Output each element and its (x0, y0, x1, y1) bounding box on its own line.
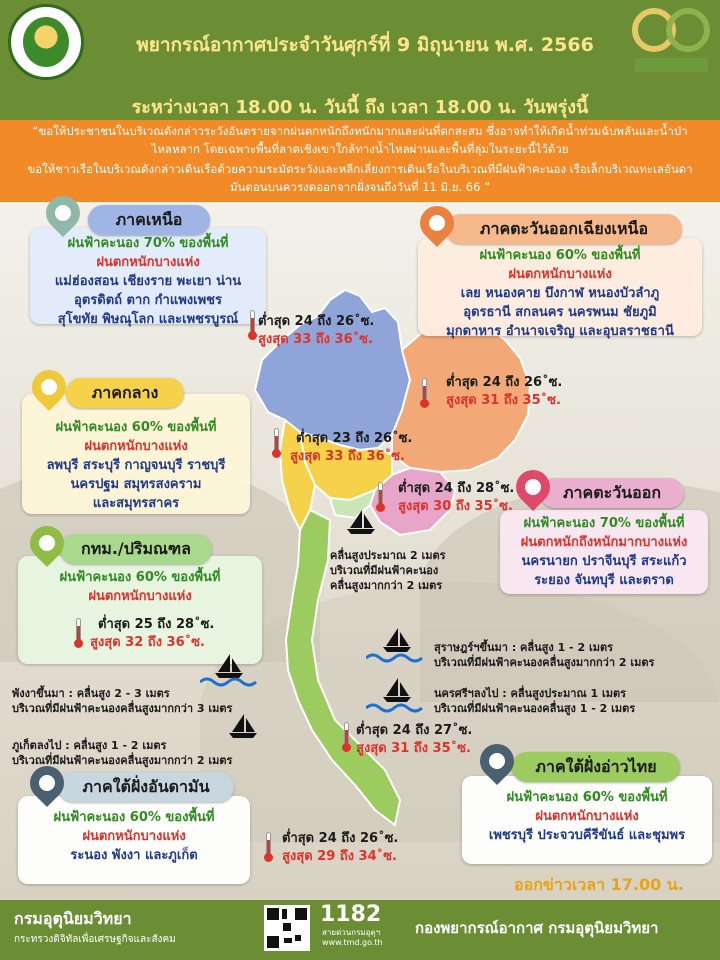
thermometer-icon (342, 722, 350, 752)
province-list: ระยอง จันทบุรี และตราด (534, 573, 674, 588)
sea-phuket: ภูเก็ตลงไป : คลื่นสูง 1 - 2 เมตร บริเวณที่มีฝนฟ้าคะนองคลื่นสูงมากกว่า 2 เมตร (12, 739, 233, 767)
sea-gulf-upper: คลื่นสูงประมาณ 2 เมตร บริเวณที่มีฝนฟ้าคะนอง คลื่นสูงมากกว่า 2 เมตร (330, 549, 446, 592)
region-label-south-gulf: ภาคใต้ฝั่งอ่าวไทย (512, 752, 680, 782)
region-card-northeast (418, 238, 702, 339)
warning-line: ขอให้ชาวเรือในบริเวณดังกล่าวเดินเรือด้วยความระมัดระวังและหลีกเลี่ยงการเดินเรือในบริเวณที่มีฝนฟ้าคะนอง เรือเล็กบริเวณทะเลอันดา (27, 162, 693, 176)
qr-code-icon[interactable] (264, 905, 310, 951)
anniversary-80-logo (626, 6, 716, 80)
issued-time: ออกข่าวเวลา 17.00 น. (514, 875, 684, 894)
region-label-northeast: ภาคตะวันออกเฉียงเหนือ (446, 214, 682, 244)
wave-icon (366, 702, 426, 714)
warning-banner (0, 120, 720, 202)
temp-low: ต่ำสุด 24 ถึง 27˚ซ. (356, 723, 473, 738)
temp-low: ต่ำสุด 24 ถึง 26˚ซ. (282, 831, 399, 846)
heavy-rain: ฝนตกหนักถึงหนักมากบางแห่ง (520, 535, 688, 550)
region-card-central (22, 394, 250, 514)
boat-icon (344, 508, 378, 536)
temp-high: สูงสุด 31 ถึง 35˚ซ. (446, 393, 561, 408)
region-card-east (500, 510, 708, 594)
forecast-period: ระหว่างเวลา 18.00 น. วันนี้ ถึง เวลา 18.00 น. วันพรุ่งนี้ (131, 97, 589, 118)
footer-division: กองพยากรณ์อากาศ กรมอุตุนิยมวิทยา (415, 919, 659, 937)
heavy-rain: ฝนตกหนักบางแห่ง (82, 829, 186, 844)
rain-chance: ฝนฟ้าคะนอง 70% ของพื้นที่ (523, 516, 685, 531)
province-list: สุโขทัย พิษณุโลก และเพชรบูรณ์ (57, 312, 239, 327)
rain-chance: ฝนฟ้าคะนอง 60% ของพื้นที่ (506, 790, 668, 805)
province-list: อุตรดิตถ์ ตาก กำแพงเพชร (74, 293, 222, 308)
heavy-rain: ฝนตกหนักบางแห่ง (84, 439, 188, 454)
province-list: มุกดาหาร อำนาจเจริญ และอุบลราชธานี (446, 324, 674, 339)
rain-chance: ฝนฟ้าคะนอง 70% ของพื้นที่ (67, 236, 229, 251)
boat-icon (380, 626, 414, 654)
province-list: นครนายก ปราจีนบุรี สระแก้ว (521, 554, 687, 569)
temp-low: ต่ำสุด 25 ถึง 28˚ซ. (98, 617, 215, 632)
heavy-rain: ฝนตกหนักบางแห่ง (88, 589, 192, 604)
temp-low: ต่ำสุด 24 ถึง 26˚ซ. (258, 314, 375, 329)
sea-phangnga: พังงาขึ้นมา : คลื่นสูง 2 - 3 เมตร บริเวณที่มีฝนฟ้าคะนองคลื่นสูงมากกว่า 3 เมตร (12, 687, 233, 715)
heavy-rain: ฝนตกหนักบางแห่ง (535, 809, 639, 824)
boat-icon (226, 712, 260, 740)
rain-chance: ฝนฟ้าคะนอง 60% ของพื้นที่ (59, 570, 221, 585)
heavy-rain: ฝนตกหนักบางแห่ง (508, 267, 612, 282)
temp-low: ต่ำสุด 24 ถึง 28˚ซ. (398, 481, 515, 496)
province-list: และสมุทรสาคร (92, 496, 180, 511)
thermometer-icon (420, 378, 428, 408)
temp-high: สูงสุด 33 ถึง 36˚ซ. (258, 332, 373, 347)
province-list: เลย หนองคาย บึงกาฬ หนองบัวลำภู (460, 286, 660, 301)
temp-high: สูงสุด 31 ถึง 35˚ซ. (356, 741, 471, 756)
region-card-south-gulf (462, 776, 712, 864)
thermometer-icon (272, 428, 280, 458)
thermometer-icon (74, 618, 82, 648)
region-label-east: ภาคตะวันออก (540, 478, 684, 508)
sea-surat: สุราษฎร์ฯขึ้นมา : คลื่นสูง 1 - 2 เมตร บริเวณที่มีฝนฟ้าคะนองคลื่นสูงมากกว่า 2 เมตร (434, 641, 655, 669)
temp-high: สูงสุด 33 ถึง 36˚ซ. (290, 449, 405, 464)
province-list: ระนอง พังงา และภูเก็ต (70, 848, 198, 863)
temp-high: สูงสุด 32 ถึง 36˚ซ. (90, 635, 205, 650)
thermometer-icon (264, 832, 272, 862)
region-label-south-andaman: ภาคใต้ฝั่งอันดามัน (58, 772, 234, 802)
region-card-north (30, 228, 266, 327)
warning-line: “ขอให้ประชาชนในบริเวณดังกล่าวระวังอันตรายจากฝนตกหนักถึงหนักมากและฝนที่ตกสะสม ซึ่งอาจทำให้เกิดน้ำท่วมฉับพลันและน้ำป่า (32, 124, 688, 138)
region-label-north: ภาคเหนือ (88, 205, 210, 235)
region-label-bangkok: กทม./ปริมณฑล (60, 534, 212, 564)
page-title: พยากรณ์อากาศประจำวันศุกร์ที่ 9 มิถุนายน พ.ศ. 2566 (136, 34, 594, 56)
rain-chance: ฝนฟ้าคะนอง 60% ของพื้นที่ (53, 810, 215, 825)
footer-ministry: กระทรวงดิจิทัลเพื่อเศรษฐกิจและสังคม (14, 934, 176, 945)
province-list: เพชรบุรี ประจวบคีรีขันธ์ และชุมพร (488, 828, 686, 843)
region-card-south-andaman (18, 796, 250, 884)
hotline-number: 1182 (320, 902, 382, 927)
tmd-seal-logo (8, 4, 84, 80)
warning-line: ไหลหลาก โดยเฉพาะพื้นที่ลาดเชิงเขาใกล้ทางน้ำไหลผ่านและพื้นที่ลุ่มในระยะนี้ไว้ด้วย (151, 142, 569, 156)
warning-line: มันตอนบนควรงดออกจากฝั่งจนถึงวันที่ 11 มิ.ย. 66 ” (229, 180, 491, 194)
temp-low: ต่ำสุด 24 ถึง 26˚ซ. (446, 375, 563, 390)
temp-high: สูงสุด 30 ถึง 35˚ซ. (398, 499, 513, 514)
heavy-rain: ฝนตกหนักบางแห่ง (96, 255, 200, 270)
footer-org: กรมอุตุนิยมวิทยา (14, 909, 132, 928)
temp-low: ต่ำสุด 23 ถึง 26˚ซ. (296, 431, 413, 446)
region-label-central: ภาคกลาง (66, 378, 184, 408)
hotline-caption: สายด่วนกรมอุตุฯ www.tmd.go.th (322, 928, 383, 947)
boat-icon (380, 676, 414, 704)
thermometer-icon (248, 310, 256, 340)
province-list: อุดรธานี สกลนคร นครพนม ชัยภูมิ (463, 305, 657, 320)
province-list: นครปฐม สมุทรสงคราม (70, 477, 202, 492)
rain-chance: ฝนฟ้าคะนอง 60% ของพื้นที่ (55, 420, 217, 435)
temp-high: สูงสุด 29 ถึง 34˚ซ. (282, 849, 397, 864)
rain-chance: ฝนฟ้าคะนอง 60% ของพื้นที่ (479, 248, 641, 263)
wave-icon (366, 652, 426, 664)
sea-nakhon: นครศรีฯลงไป : คลื่นสูงประมาณ 1 เมตร บริเวณที่มีฝนฟ้าคะนองคลื่นสูง 1 - 2 เมตร (434, 687, 636, 715)
province-list: ลพบุรี สระบุรี กาญจนบุรี ราชบุรี (46, 458, 226, 473)
province-list: แม่ฮ่องสอน เชียงราย พะเยา น่าน (54, 274, 242, 289)
